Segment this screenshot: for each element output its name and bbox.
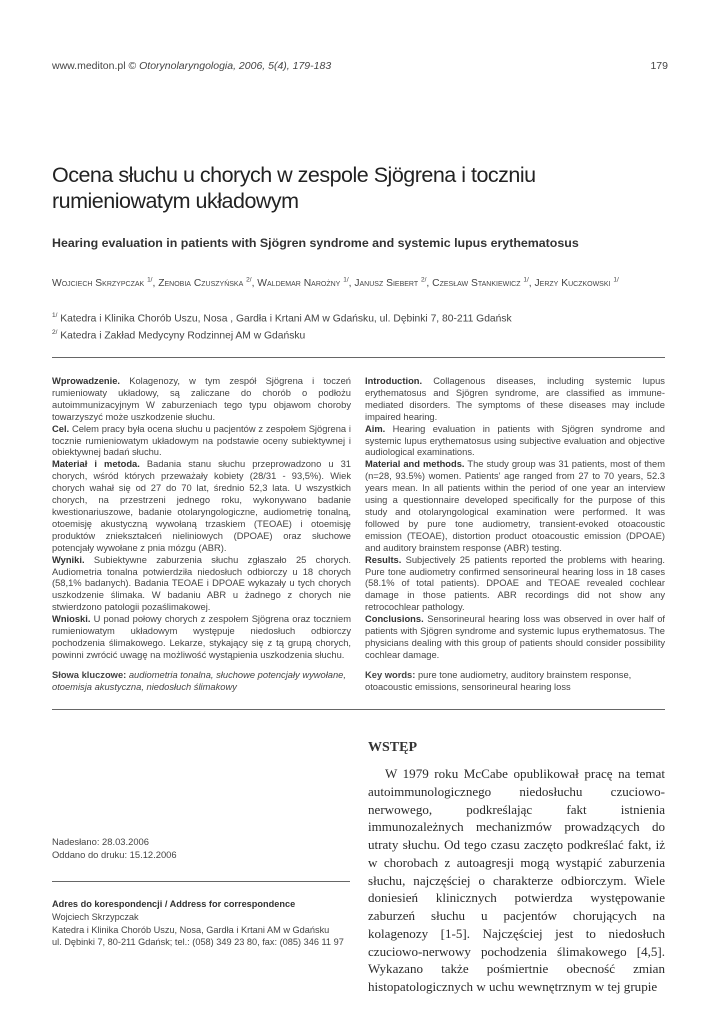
affiliation-mark: 1/ — [52, 312, 58, 319]
correspondence-address: ul. Dębinki 7, 80-211 Gdańsk; tel.: (058) 349 23 80, fax: (085) 346 11 97 — [52, 937, 344, 948]
author — [257, 278, 354, 289]
author-separator: , — [348, 278, 355, 290]
divider-correspondence — [52, 881, 350, 882]
author-name: Jerzy Kuczkowski — [534, 278, 611, 290]
abstract-pl-introduction-label: Wprowadzenie. — [52, 376, 121, 386]
keywords-pl-text: audiometria tonalna, słuchowe potencjały wywołane, otoemisja akustyczna, niedosłuch ślimakowy — [52, 670, 346, 692]
author-separator: , — [528, 278, 535, 290]
correspondence-block — [52, 898, 352, 949]
date-accepted: Oddano do druku: 15.12.2006 — [52, 848, 177, 860]
author-separator: , — [152, 278, 159, 290]
date-received: Nadesłano: 28.03.2006 — [52, 836, 149, 847]
author-affiliation-mark: 1/ — [613, 277, 619, 284]
page-number: 179 — [650, 60, 668, 72]
abstract-en-introduction-label: Introduction. — [365, 376, 423, 386]
author-affiliation-mark: 2/ — [246, 277, 252, 284]
submission-dates — [52, 836, 177, 861]
abstract-pl-conclusions-label: Wnioski. — [52, 614, 91, 625]
affiliation — [52, 309, 672, 326]
abstract-pl-methods — [52, 459, 351, 554]
copyright-symbol: © — [128, 60, 137, 72]
author-affiliation-mark: 2/ — [421, 277, 427, 284]
correspondence-institution: Katedra i Klinika Chorób Uszu, Nosa, Gardła i Krtani AM w Gdańsku — [52, 924, 330, 935]
section-body — [368, 765, 665, 996]
keywords-polish — [52, 670, 351, 694]
abstract-pl-conclusions — [52, 614, 351, 662]
abstract-en-conclusions — [365, 614, 665, 662]
abstract-en-results-label: Results. — [365, 554, 402, 565]
keywords-pl-label: Słowa kluczowe: — [52, 670, 127, 680]
author-name: Waldemar Narożny — [257, 278, 341, 290]
author-list — [52, 277, 672, 289]
author-name: Czesław Stankiewicz — [432, 278, 521, 290]
author-affiliation-mark: 1/ — [343, 277, 349, 284]
keywords-en-label: Key words: — [365, 670, 416, 680]
section-heading: WSTĘP — [368, 740, 418, 755]
title-polish-line-2: rumieniowatym układowym — [52, 189, 299, 213]
title-polish-line-1: Ocena słuchu u chorych w zespole Sjögrena i toczniu — [52, 163, 536, 187]
author — [52, 278, 158, 289]
affiliation-text: Katedra i Klinika Chorób Uszu, Nosa , Gardła i Krtani AM w Gdańsku, ul. Dębinki 7, 80-211 Gdańsk — [60, 313, 512, 325]
abstract-en-results-text: Subjectively 25 patients reported the problems with hearing. Pure tone audiometry confirmed sensorineural hearing loss in 18 cases (58.1% of total patients). DPOAE and TEOAE revealed cochlear damage in those patients. ABR recordings did not show any retrocochlear pathology. — [365, 554, 665, 613]
journal-citation: Otorynolaryngologia, 2006, 5(4), 179-183 — [139, 60, 332, 72]
abstract-en-aim — [365, 424, 665, 460]
affiliation-list — [52, 309, 672, 344]
author-separator: , — [251, 278, 258, 290]
running-header — [52, 60, 331, 72]
correspondence-name: Wojciech Skrzypczak — [52, 911, 139, 922]
title-english: Hearing evaluation in patients with Sjögren syndrome and systemic lupus erythematosus — [52, 236, 579, 250]
abstract-pl-aim — [52, 424, 351, 460]
author — [535, 278, 619, 289]
section-paragraph: W 1979 roku McCabe opublikował pracę na temat autoimmunologicznego niedosłuchu czuciowo-nerwowego, podkreślając fakt istnienia immunozależnych mechanizmów prowadzących do utraty słuchu. Od tego czasu zaczęto podkreślać fakt, iż w chorobach z autoagresji mogą wystąpić zaburzenia słuchu, najczęściej o charakterze odbiorczym. Wiele doniesień klinicznych potwierdza występowanie zaburzeń słuchu u pacjentów chorujących na kolagenozy [1-5]. Najczęściej jest to niedosłuch czuciowo-nerwowy pochodzenia ślimakowego [4,5]. Wykazano także pośmiertnie obecność zmian histopatologicznych w uchu wewnętrznym w tej grupie — [368, 766, 665, 994]
abstract-en-introduction-text: Collagenous diseases, including systemic lupus erythematosus and Sjögren syndrome, are classified as immune-mediated disorders. The symptoms of these diseases may include impaired hearing. — [365, 376, 665, 422]
abstract-en-introduction — [365, 376, 665, 424]
title-polish — [52, 162, 612, 214]
abstract-pl-introduction-text: Kolagenozy, w tym zespół Sjögrena i toczeń rumieniowaty układowy, są zaliczane do chorób o podłożu autoimmunizacyjnym W zaburzeniach tego typu objawom choroby towarzyszyć może uszkodzenie słuchu. — [52, 376, 351, 422]
keywords-english — [365, 670, 665, 694]
abstract-en-conclusions-label: Conclusions. — [365, 614, 424, 625]
author-affiliation-mark: 1/ — [147, 277, 153, 284]
abstract-pl-conclusions-text: U ponad połowy chorych z zespołem Sjögrena oraz toczniem rumieniowatym układowym występuje niedosłuch odbiorczy pochodzenia ślimakowego. Lekarze, stykający się z tą grupą chorych, powinni zwrócić uwagę na możliwość wystąpienia uszkodzenia słuchu. — [52, 614, 351, 660]
divider-bottom — [52, 709, 665, 710]
divider-top — [52, 357, 665, 358]
abstract-en-methods — [365, 459, 665, 554]
correspondence-heading: Adres do korespondencji / Address for correspondence — [52, 899, 296, 909]
abstract-en-conclusions-text: Sensorineural hearing loss was observed in over half of patients with Sjögren syndrome and systemic lupus erythematosus. The physicians dealing with this group of patients should consider possibility cochlear damage. — [365, 614, 665, 660]
abstract-pl-results-label: Wyniki. — [52, 554, 85, 565]
affiliation-mark: 2/ — [52, 329, 58, 337]
author — [432, 278, 534, 289]
abstract-pl-results — [52, 555, 351, 615]
author-name: Zenobia Czuszyńska — [158, 278, 244, 290]
author-name: Janusz Siebert — [354, 278, 419, 290]
affiliation-text: Katedra i Zakład Medycyny Rodzinnej AM w Gdańsku — [60, 330, 306, 342]
abstract-pl-introduction — [52, 376, 351, 424]
abstract-polish — [52, 376, 351, 662]
author-affiliation-mark: 1/ — [523, 277, 529, 284]
author-separator: , — [426, 278, 433, 290]
abstract-pl-methods-label: Materiał i metoda. — [52, 459, 140, 470]
site-url: www.mediton.pl — [52, 60, 126, 72]
abstract-en-results — [365, 555, 665, 615]
author — [158, 278, 257, 289]
author — [354, 278, 432, 289]
keywords-en-text: pure tone audiometry, auditory brainstem response, otoacoustic emissions, sensorineural hearing loss — [365, 670, 632, 692]
abstract-pl-aim-label: Cel. — [52, 423, 70, 434]
author-name: Wojciech Skrzypczak — [52, 278, 145, 290]
affiliation — [52, 326, 672, 343]
abstract-en-aim-label: Aim. — [365, 423, 386, 434]
abstract-english — [365, 376, 665, 662]
abstract-pl-methods-text: Badania stanu słuchu przeprowadzono u 31 chorych, wśród których przeważały kobiety (28/31 - 93,5%). Wiek chorych wahał się od 27 do 70 lat, średnio 52,3 lata. U wszystkich chorych, na przestrzeni jednego roku, wykonywano badanie kwestionariuszowe, badanie otolaryngologiczne, audiometrię tonalną, otoemisję akustyczną wywołaną trzaskiem (TEOAE) i otoemisję produktów zniekształceń nieliniowych (DPOAE) oraz słuchowe potencjały wywołane z pnia mózgu (ABR). — [52, 459, 351, 553]
abstract-pl-aim-text: Celem pracy była ocena słuchu u pacjentów z zespołem Sjögrena i tocznie rumieniowatym układowym na podstawie oceny subiektywnej i obiektywnej badań słuchu. — [52, 423, 351, 458]
abstract-en-methods-label: Material and methods. — [365, 459, 465, 470]
abstract-pl-results-text: Subiektywne zaburzenia słuchu zgłaszało 25 chorych. Audiometria tonalna potwierdziła niedosłuch odbiorczy u 18 chorych (58,1% badanych). Badania TEOAE i DPOAE wykazały u tych chorych uszkodzenie ślimaka. W badaniu ABR u żadnego z chorych nie stwierdzono patologii pozaślimakowej. — [52, 554, 351, 613]
abstract-en-methods-text: The study group was 31 patients, most of them (n=28, 93.5%) women. Patients' age ranged from 27 to 70 years, 52.3 years mean. In all patients within the period of one year an interview using a questionnaire developed specifically for the purpose of this study and otolaryngological examination were performed. It was followed by pure tone audiometry, transient-evoked otoacoustic emission (TEOAE), distortion product otoacoustic emission (DPOAE) and auditory brainstem response (ABR) testing. — [365, 459, 665, 553]
abstract-en-aim-text: Hearing evaluation in patients with Sjögren syndrome and systemic lupus erythematosus using subjective evaluation and objective audiological examinations. — [365, 423, 665, 458]
